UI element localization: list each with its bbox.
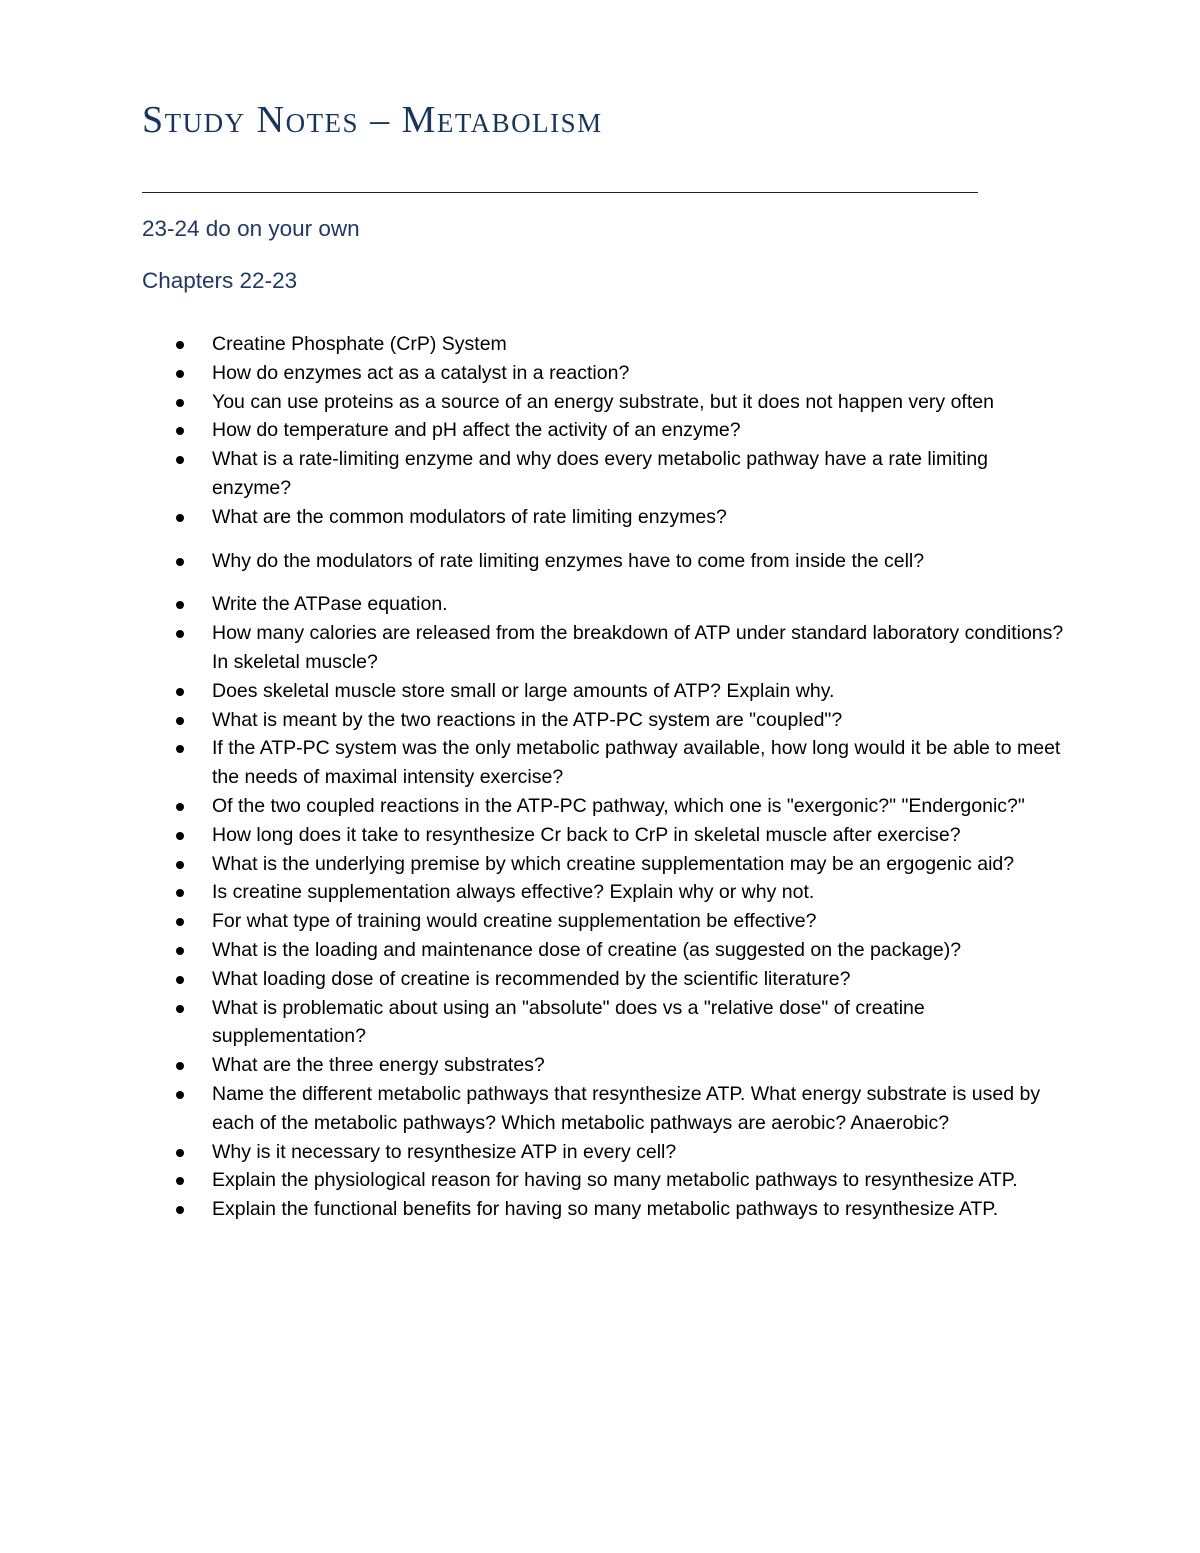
bullet-icon [176,1206,184,1214]
list-item [0,907,1072,936]
list-item-text: What is the underlying premise by which creatine supplementation may be an ergogenic aid? [212,852,1015,875]
list-item-text: What is meant by the two reactions in the ATP-PC system are "coupled"? [212,708,843,731]
list-item [0,503,1072,532]
list-item-text: How many calories are released from the breakdown of ATP under standard laboratory conditions? In skeletal muscle? [212,622,1064,673]
bullet-icon [176,456,184,464]
list-item-text: Explain the functional benefits for having so many metabolic pathways to resynthesize ATP. [212,1198,999,1221]
page-title: Study Notes – Metabolism [142,99,603,141]
list-item [0,792,1072,821]
bullet-icon [176,688,184,696]
list-item [0,936,1072,965]
bullet-icon [176,803,184,811]
list-item-text: What loading dose of creatine is recommended by the scientific literature? [212,967,851,990]
list-item-text: Write the ATPase equation. [212,593,448,616]
list-item-text: Why is it necessary to resynthesize ATP in every cell? [212,1140,677,1163]
bullet-icon [176,427,184,435]
list-item [0,590,1072,619]
bullet-icon [176,1177,184,1185]
list-item-text: Of the two coupled reactions in the ATP-PC pathway, which one is "exergonic?" "Endergonic?" [212,794,1025,817]
bullet-icon [176,918,184,926]
list-item [0,1166,1072,1195]
bullet-icon [176,1005,184,1013]
list-item-text: If the ATP-PC system was the only metabolic pathway available, how long would it be able to meet the needs of maximal intensity exercise? [212,737,1061,789]
list-item-text: What are the three energy substrates? [212,1054,545,1077]
list-item-text: Name the different metabolic pathways that resynthesize ATP. What energy substrate is used by each of the metabolic pathways? Which metabolic pathways are aerobic? Anaerobic? [212,1082,1041,1134]
bullet-icon [176,889,184,897]
list-item-text: What are the common modulators of rate limiting enzymes? [212,505,727,528]
list-item-text: What is problematic about using an "absolute" does vs a "relative dose" of creatine supplementation? [212,996,925,1048]
subtitle: 23-24 do on your own [142,216,360,241]
list-item [0,1080,1072,1138]
list-item [0,706,1072,735]
bullet-icon [176,370,184,378]
list-item-text: Does skeletal muscle store small or large amounts of ATP? Explain why. [212,679,835,702]
list-item-text: Explain the physiological reason for having so many metabolic pathways to resynthesize ATP. [212,1169,1018,1192]
list-item [0,547,1072,576]
bullet-icon [176,630,184,638]
bullet-icon [176,832,184,840]
bullet-list [0,330,1200,1224]
bullet-icon [176,1091,184,1099]
list-item-text: Is creatine supplementation always effective? Explain why or why not. [212,881,815,904]
list-item [0,994,1072,1052]
list-item-text: How long does it take to resynthesize Cr back to CrP in skeletal muscle after exercise? [212,823,961,846]
list-item-text: How do temperature and pH affect the activity of an enzyme? [212,419,741,442]
bullet-icon [176,399,184,407]
list-item [0,416,1072,445]
list-item [0,1195,1072,1224]
list-item [0,619,1072,677]
list-item [0,821,1072,850]
bullet-icon [176,514,184,522]
bullet-icon [176,601,184,609]
title-divider [142,192,978,193]
list-item-text: What is a rate-limiting enzyme and why does every metabolic pathway have a rate limiting enzyme? [212,448,989,499]
bullet-icon [176,745,184,753]
bullet-icon [176,341,184,349]
bullet-icon [176,1062,184,1070]
bullet-icon [176,947,184,955]
list-item [0,1051,1072,1080]
list-item [0,359,1072,388]
list-item-text: How do enzymes act as a catalyst in a reaction? [212,361,630,384]
list-item [0,965,1072,994]
list-item [0,878,1072,907]
section-heading: Chapters 22-23 [142,268,298,293]
list-item-text: What is the loading and maintenance dose of creatine (as suggested on the package)? [212,938,962,961]
list-item [0,445,1072,503]
list-item [0,850,1072,879]
list-item [0,1138,1072,1167]
bullet-icon [176,976,184,984]
list-item-text: For what type of training would creatine supplementation be effective? [212,910,817,933]
bullet-icon [176,717,184,725]
list-item-text: Why do the modulators of rate limiting enzymes have to come from inside the cell? [212,549,925,572]
list-item-text: You can use proteins as a source of an energy substrate, but it does not happen very often [212,390,994,413]
list-item [0,388,1072,417]
bullet-icon [176,558,184,566]
bullet-icon [176,861,184,869]
bullet-icon [176,1149,184,1157]
list-item [0,330,1072,359]
list-item [0,734,1072,792]
list-item-text: Creatine Phosphate (CrP) System [212,333,507,355]
list-item [0,677,1072,706]
